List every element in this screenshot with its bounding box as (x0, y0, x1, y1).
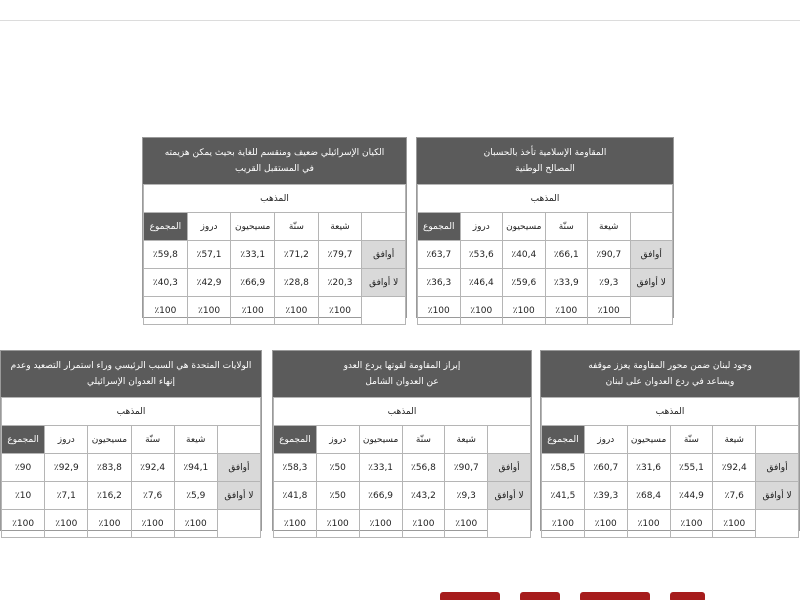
results-table (143, 184, 406, 325)
value-cell: ٪57,1 (187, 241, 231, 269)
value-cell: ٪55,1 (670, 454, 713, 482)
col-header-shia: شيعة (713, 426, 756, 454)
value-cell: ٪100 (503, 297, 546, 325)
survey-panel-us-escalation (0, 350, 262, 531)
value-cell: ٪59,6 (503, 269, 546, 297)
row-label: لا أوافق (362, 269, 406, 297)
panel-title-line2: في المستقبل القريب (235, 164, 314, 174)
table-row (2, 510, 261, 538)
value-cell: ٪7,6 (131, 482, 174, 510)
value-cell: ٪31,6 (627, 454, 670, 482)
value-cell: ٪100 (542, 510, 585, 538)
col-header-total: المجموع (2, 426, 45, 454)
col-header-total: المجموع (144, 213, 188, 241)
results-table (273, 397, 531, 538)
results-table (1, 397, 261, 538)
value-cell: ٪92,4 (713, 454, 756, 482)
value-cell: ٪10 (2, 482, 45, 510)
value-cell: ٪46,4 (460, 269, 503, 297)
value-cell: ٪100 (274, 510, 317, 538)
value-cell: ٪100 (88, 510, 131, 538)
value-cell: ٪100 (359, 510, 402, 538)
value-cell: ٪41,8 (274, 482, 317, 510)
value-cell: ٪56,8 (402, 454, 445, 482)
table-row (144, 297, 406, 325)
value-cell: ٪58,5 (542, 454, 585, 482)
value-cell: ٪92,4 (131, 454, 174, 482)
value-cell: ٪40,4 (503, 241, 546, 269)
col-header-total: المجموع (418, 213, 461, 241)
value-cell: ٪90,7 (588, 241, 631, 269)
value-cell: ٪94,1 (174, 454, 217, 482)
col-header-druze: دروز (187, 213, 231, 241)
bottom-text-fragment (0, 588, 800, 600)
col-header-shia: شيعة (174, 426, 217, 454)
value-cell: ٪7,1 (45, 482, 88, 510)
col-header-sunni: سنّة (275, 213, 319, 241)
value-cell: ٪53,6 (460, 241, 503, 269)
value-cell: ٪100 (231, 297, 275, 325)
value-cell: ٪92,9 (45, 454, 88, 482)
value-cell: ٪100 (275, 297, 319, 325)
value-cell: ٪71,2 (275, 241, 319, 269)
corner-cell (756, 426, 799, 454)
value-cell: ٪63,7 (418, 241, 461, 269)
value-cell: ٪36,3 (418, 269, 461, 297)
value-cell: ٪100 (445, 510, 488, 538)
row-label: أوافق (217, 454, 260, 482)
value-cell: ٪41,5 (542, 482, 585, 510)
col-header-total: المجموع (542, 426, 585, 454)
value-cell: ٪100 (187, 297, 231, 325)
col-header-sunni: سنّة (670, 426, 713, 454)
value-cell: ٪79,7 (318, 241, 362, 269)
value-cell: ٪100 (316, 510, 359, 538)
mazhab-header: المذهب (2, 398, 261, 426)
value-cell: ٪58,3 (274, 454, 317, 482)
row-label (362, 297, 406, 325)
value-cell: ٪28,8 (275, 269, 319, 297)
col-header-total: المجموع (274, 426, 317, 454)
panel-title-line2: عن العدوان الشامل (365, 377, 439, 387)
col-header-shia: شيعة (445, 426, 488, 454)
panel-title-line1: المقاومة الإسلامية تأخذ بالحسبان (483, 148, 607, 158)
value-cell: ٪90,7 (445, 454, 488, 482)
panel-title-line1: إبراز المقاومة لقوتها يردع العدو (343, 361, 461, 371)
row-label: أوافق (362, 241, 406, 269)
value-cell: ٪42,9 (187, 269, 231, 297)
value-cell: ٪100 (627, 510, 670, 538)
row-label: أوافق (630, 241, 673, 269)
col-header-shia: شيعة (588, 213, 631, 241)
row-label: لا أوافق (488, 482, 531, 510)
col-header-christians: مسيحيون (627, 426, 670, 454)
value-cell: ٪33,1 (359, 454, 402, 482)
col-header-shia: شيعة (318, 213, 362, 241)
table-row (274, 482, 531, 510)
panel-title (541, 351, 799, 397)
value-cell: ٪66,9 (359, 482, 402, 510)
value-cell: ٪59,8 (144, 241, 188, 269)
corner-cell (488, 426, 531, 454)
value-cell: ٪100 (584, 510, 627, 538)
corner-cell (217, 426, 260, 454)
panel-title-line2: إنهاء العدوان الإسرائيلي (87, 377, 175, 387)
value-cell: ٪100 (2, 510, 45, 538)
survey-panel-deterrence (272, 350, 532, 531)
table-row (418, 297, 673, 325)
value-cell: ٪68,4 (627, 482, 670, 510)
table-row (418, 241, 673, 269)
value-cell: ٪100 (545, 297, 588, 325)
col-header-sunni: سنّة (545, 213, 588, 241)
row-label: لا أوافق (217, 482, 260, 510)
table-row (144, 269, 406, 297)
table-row (542, 482, 799, 510)
table-row (542, 510, 799, 538)
value-cell: ٪100 (460, 297, 503, 325)
value-cell: ٪50 (316, 454, 359, 482)
panel-title (273, 351, 531, 397)
table-row (144, 241, 406, 269)
survey-panel-israel-weak (142, 137, 407, 318)
row-label: أوافق (756, 454, 799, 482)
mazhab-header: المذهب (144, 185, 406, 213)
row-label: لا أوافق (756, 482, 799, 510)
value-cell: ٪40,3 (144, 269, 188, 297)
value-cell: ٪7,6 (713, 482, 756, 510)
value-cell: ٪43,2 (402, 482, 445, 510)
row-label: لا أوافق (630, 269, 673, 297)
mazhab-header: المذهب (418, 185, 673, 213)
panel-title-line1: الكيان الإسرائيلي ضعيف ومنقسم للغاية بحيث يمكن هزيمته (164, 148, 385, 158)
panel-title (1, 351, 261, 397)
value-cell: ٪66,9 (231, 269, 275, 297)
value-cell: ٪9,3 (445, 482, 488, 510)
value-cell: ٪100 (670, 510, 713, 538)
col-header-sunni: سنّة (402, 426, 445, 454)
mazhab-header: المذهب (274, 398, 531, 426)
col-header-christians: مسيحيون (231, 213, 275, 241)
value-cell: ٪44,9 (670, 482, 713, 510)
value-cell: ٪16,2 (88, 482, 131, 510)
col-header-druze: دروز (316, 426, 359, 454)
corner-cell (362, 213, 406, 241)
corner-cell (630, 213, 673, 241)
row-label (217, 510, 260, 538)
table-row (418, 269, 673, 297)
value-cell: ٪100 (402, 510, 445, 538)
mazhab-header: المذهب (542, 398, 799, 426)
col-header-druze: دروز (45, 426, 88, 454)
row-label (756, 510, 799, 538)
survey-panel-axis-resistance (540, 350, 800, 531)
value-cell: ٪5,9 (174, 482, 217, 510)
value-cell: ٪9,3 (588, 269, 631, 297)
row-label (630, 297, 673, 325)
value-cell: ٪20,3 (318, 269, 362, 297)
value-cell: ٪83,8 (88, 454, 131, 482)
survey-panel-national-interests (416, 137, 674, 318)
value-cell: ٪100 (318, 297, 362, 325)
panel-title-line1: الولايات المتحدة هي السبب الرئيسي وراء استمرار التصعيد وعدم (10, 361, 252, 371)
value-cell: ٪50 (316, 482, 359, 510)
value-cell: ٪33,9 (545, 269, 588, 297)
value-cell: ٪90 (2, 454, 45, 482)
table-row (2, 454, 261, 482)
col-header-druze: دروز (460, 213, 503, 241)
value-cell: ٪60,7 (584, 454, 627, 482)
col-header-druze: دروز (584, 426, 627, 454)
value-cell: ٪39,3 (584, 482, 627, 510)
panel-title-line2: المصالح الوطنية (515, 164, 575, 174)
table-row (274, 454, 531, 482)
col-header-christians: مسيحيون (359, 426, 402, 454)
col-header-christians: مسيحيون (88, 426, 131, 454)
value-cell: ٪100 (45, 510, 88, 538)
table-row (542, 454, 799, 482)
panel-title (417, 138, 673, 184)
value-cell: ٪66,1 (545, 241, 588, 269)
value-cell: ٪100 (131, 510, 174, 538)
value-cell: ٪33,1 (231, 241, 275, 269)
row-label (488, 510, 531, 538)
col-header-sunni: سنّة (131, 426, 174, 454)
value-cell: ٪100 (713, 510, 756, 538)
panel-title-line2: ويساعد في ردع العدوان على لبنان (605, 377, 735, 387)
col-header-christians: مسيحيون (503, 213, 546, 241)
panel-title-line1: وجود لبنان ضمن محور المقاومة يعزز موقفه (588, 361, 752, 371)
results-table (541, 397, 799, 538)
row-label: أوافق (488, 454, 531, 482)
table-row (2, 482, 261, 510)
value-cell: ٪100 (418, 297, 461, 325)
top-divider (0, 20, 800, 21)
panel-title (143, 138, 406, 184)
results-table (417, 184, 673, 325)
value-cell: ٪100 (588, 297, 631, 325)
table-row (274, 510, 531, 538)
value-cell: ٪100 (144, 297, 188, 325)
value-cell: ٪100 (174, 510, 217, 538)
